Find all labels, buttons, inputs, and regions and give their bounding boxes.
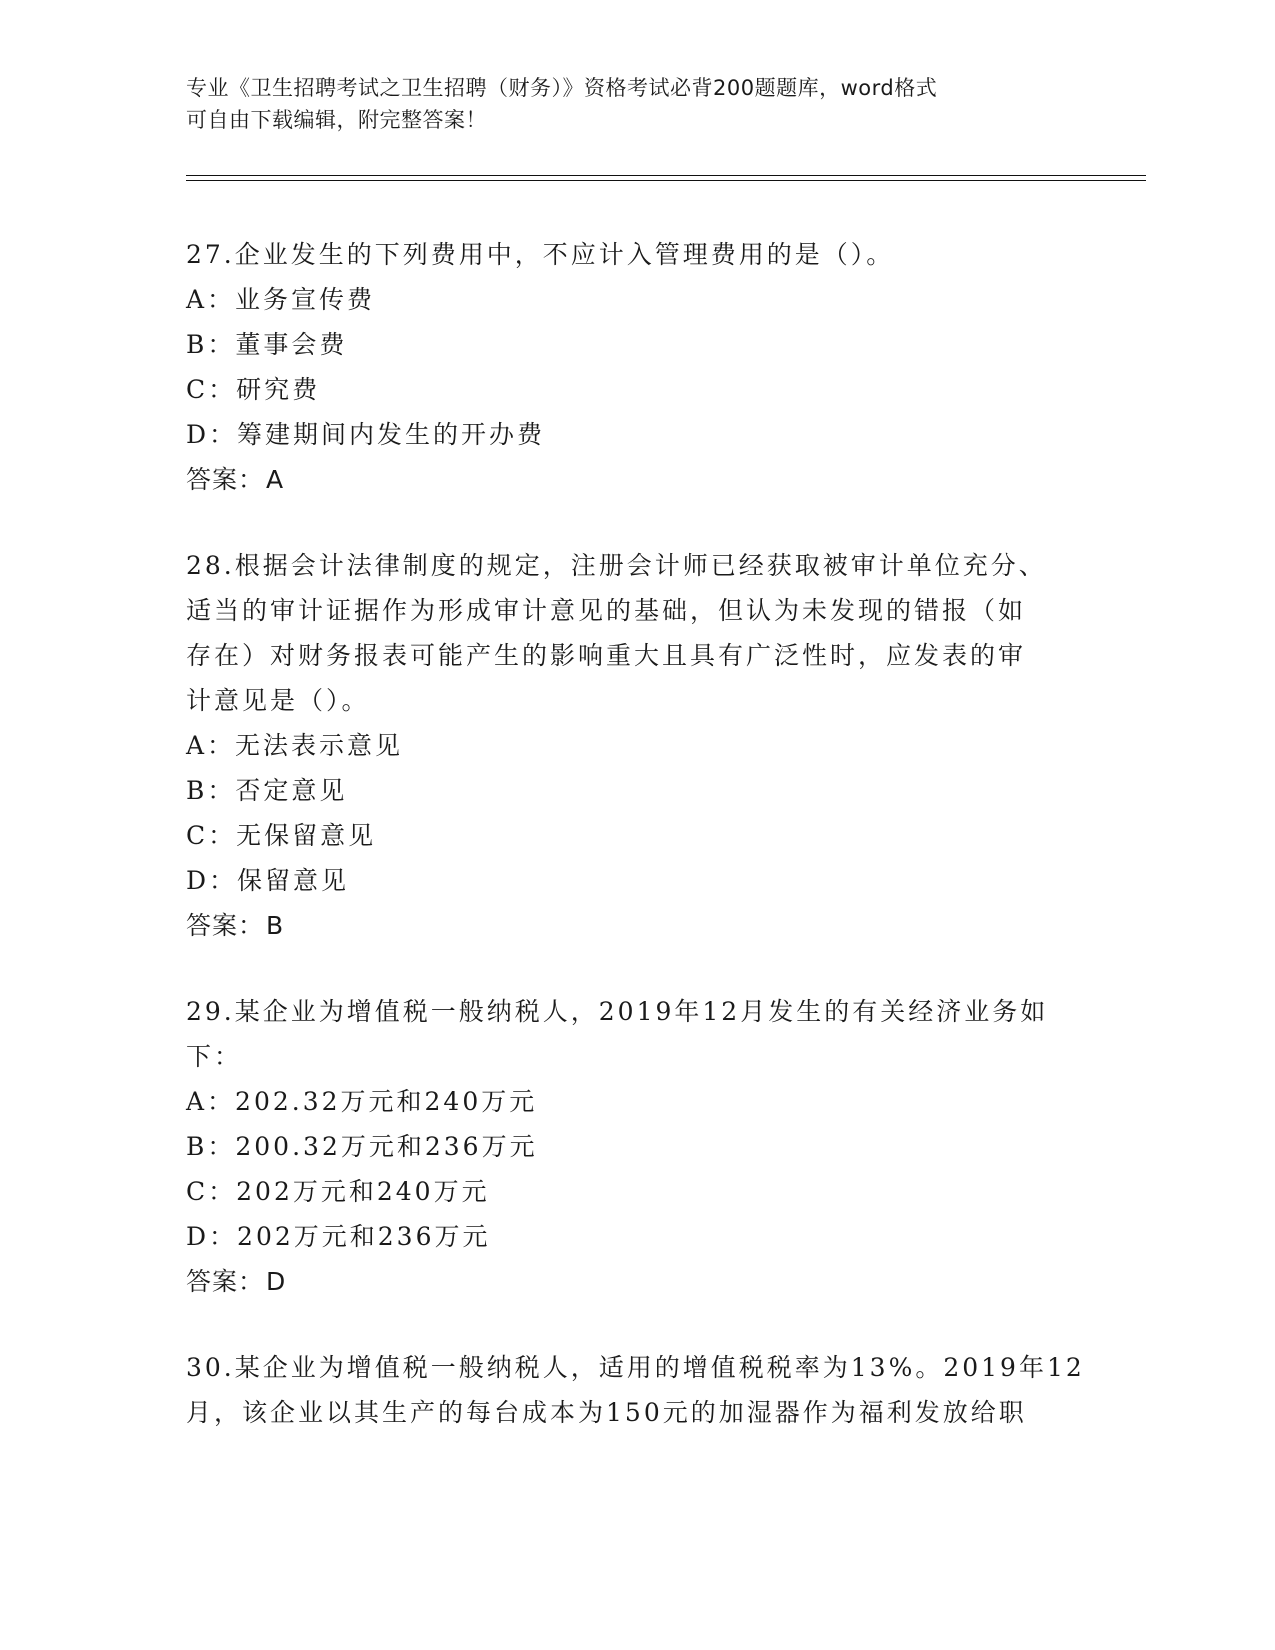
answer-line bbox=[186, 903, 1086, 948]
answer-value: A bbox=[266, 465, 285, 494]
question-stem: 计意见是（）。 bbox=[186, 686, 370, 715]
header-divider-top bbox=[186, 175, 1146, 176]
header-divider-bottom bbox=[186, 180, 1146, 181]
option-b: B：否定意见 bbox=[186, 776, 348, 805]
question-stem: 下： bbox=[186, 1042, 243, 1071]
question-27 bbox=[186, 232, 1086, 502]
option-d: D：筹建期间内发生的开办费 bbox=[186, 420, 546, 449]
question-stem: 30.某企业为增值税一般纳税人，适用的增值税税率为13%。2019年12 bbox=[186, 1353, 1085, 1382]
header-line-2: 可自由下载编辑，附完整答案！ bbox=[186, 108, 487, 132]
option-d: D：保留意见 bbox=[186, 866, 350, 895]
option-b: B：200.32万元和236万元 bbox=[186, 1132, 538, 1161]
question-28 bbox=[186, 543, 1086, 948]
question-29 bbox=[186, 989, 1086, 1304]
answer-label: 答案： bbox=[186, 911, 265, 940]
question-stem: 29.某企业为增值税一般纳税人，2019年12月发生的有关经济业务如 bbox=[186, 997, 1049, 1026]
option-d: D：202万元和236万元 bbox=[186, 1222, 491, 1251]
option-a: A：202.32万元和240万元 bbox=[186, 1087, 538, 1116]
question-stem: 28.根据会计法律制度的规定，注册会计师已经获取被审计单位充分、 bbox=[186, 551, 1047, 580]
question-list bbox=[186, 232, 1086, 1476]
option-c: C：无保留意见 bbox=[186, 821, 377, 850]
header-line-1: 专业《卫生招聘考试之卫生招聘（财务）》资格考试必背200题题库，word格式 bbox=[186, 76, 938, 100]
option-b: B：董事会费 bbox=[186, 330, 348, 359]
answer-line bbox=[186, 1259, 1086, 1304]
question-stem: 适当的审计证据作为形成审计意见的基础，但认为未发现的错报（如 bbox=[186, 596, 1027, 625]
option-a: A：业务宣传费 bbox=[186, 285, 376, 314]
option-a: A：无法表示意见 bbox=[186, 731, 404, 760]
question-stem: 27.企业发生的下列费用中，不应计入管理费用的是（）。 bbox=[186, 240, 895, 269]
answer-value: B bbox=[266, 911, 285, 940]
option-c: C：研究费 bbox=[186, 375, 321, 404]
answer-line bbox=[186, 457, 1086, 502]
document-header bbox=[186, 72, 1066, 136]
question-30 bbox=[186, 1345, 1086, 1435]
answer-label: 答案： bbox=[186, 1267, 265, 1296]
option-c: C：202万元和240万元 bbox=[186, 1177, 490, 1206]
answer-value: D bbox=[266, 1267, 287, 1296]
question-stem: 月，该企业以其生产的每台成本为150元的加湿器作为福利发放给职 bbox=[186, 1398, 1027, 1427]
question-stem: 存在）对财务报表可能产生的影响重大且具有广泛性时，应发表的审 bbox=[186, 641, 1027, 670]
answer-label: 答案： bbox=[186, 465, 265, 494]
